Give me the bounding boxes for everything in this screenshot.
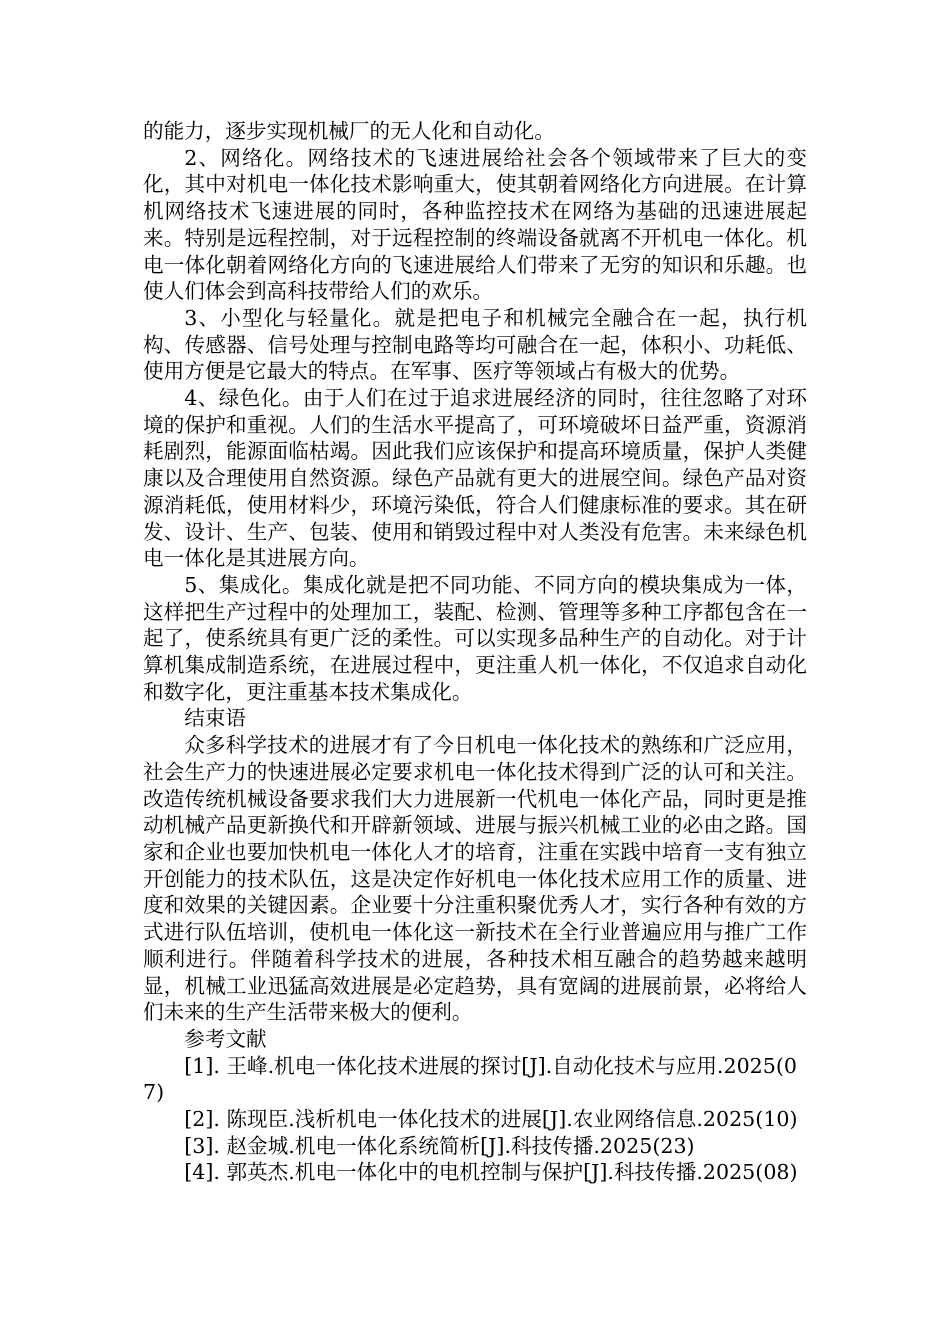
- paragraph-networking: 2、网络化。网络技术的飞速进展给社会各个领域带来了巨大的变化，其中对机电一体化技术影响重大，使其朝着网络化方向进展。在计算机网络技术飞速进展的同时，各种监控技术在网络为基础的迅速进展起来。特别是远程控制，对于远程控制的终端设备就离不开机电一体化。机电一体化朝着网络化方向的飞速进展给人们带来了无穷的知识和乐趣。也使人们体会到高科技带给人们的欢乐。: [143, 145, 807, 304]
- paragraph-integration: 5、集成化。集成化就是把不同功能、不同方向的模块集成为一体，这样把生产过程中的处理加工，装配、检测、管理等多种工序都包含在一起了，使系统具有更广泛的柔性。可以实现多品种生产的自动化。对于计算机集成制造系统，在进展过程中，更注重人机一体化，不仅追求自动化和数字化，更注重基本技术集成化。: [143, 572, 807, 704]
- document-page: [143, 118, 807, 1186]
- paragraph-continuation: 的能力，逐步实现机械厂的无人化和自动化。: [143, 119, 555, 143]
- paragraph-miniaturization: 3、小型化与轻量化。就是把电子和机械完全融合在一起，执行机构、传感器、信号处理与控制电路等均可融合在一起，体积小、功耗低、使用方便是它最大的特点。在军事、医疗等领域占有极大的优势。: [143, 305, 807, 384]
- reference-item: [2]. 陈现臣.浅析机电一体化技术的进展[J].农业网络信息.2025(10): [184, 1107, 798, 1132]
- conclusion-heading: 结束语: [184, 706, 246, 731]
- references-heading: 参考文献: [184, 1026, 267, 1051]
- paragraph-green: 4、绿色化。由于人们在过于追求进展经济的同时，往往忽略了对环境的保护和重视。人们的生活水平提高了，可环境破坏日益严重，资源消耗剧烈，能源面临枯竭。因此我们应该保护和提高环境质量，保护人类健康以及合理使用自然资源。绿色产品就有更大的进展空间。绿色产品对资源消耗低，使用材料少，环境污染低，符合人们健康标准的要求。其在研发、设计、生产、包装、使用和销毁过程中对人类没有危害。未来绿色机电一体化是其进展方向。: [143, 386, 807, 571]
- reference-item: [1]. 王峰.机电一体化技术进展的探讨[J].自动化技术与应用.2025(07): [143, 1053, 798, 1105]
- reference-item: [3]. 赵金城.机电一体化系统简析[J].科技传播.2025(23): [184, 1133, 695, 1158]
- reference-item: [4]. 郭英杰.机电一体化中的电机控制与保护[J].科技传播.2025(08): [184, 1160, 798, 1185]
- conclusion-paragraph: 众多科学技术的进展才有了今日机电一体化技术的熟练和广泛应用，社会生产力的快速进展必定要求机电一体化技术得到广泛的认可和关注。改造传统机械设备要求我们大力进展新一代机电一体化产品，同时更是推动机械产品更新换代和开辟新领域、进展与振兴机械工业的必由之路。国家和企业也要加快机电一体化人才的培育，注重在实践中培育一支有独立开创能力的技术队伍，这是决定作好机电一体化技术应用工作的质量、进度和效果的关键因素。企业要十分注重积聚优秀人才，实行各种有效的方式进行队伍培训，使机电一体化这一新技术在全行业普遍应用与推广工作顺利进行。伴随着科学技术的进展，各种技术相互融合的趋势越来越明显，机械工业迅猛高效进展是必定趋势，具有宽阔的进展前景，必将给人们未来的生产生活带来极大的便利。: [143, 733, 807, 1025]
